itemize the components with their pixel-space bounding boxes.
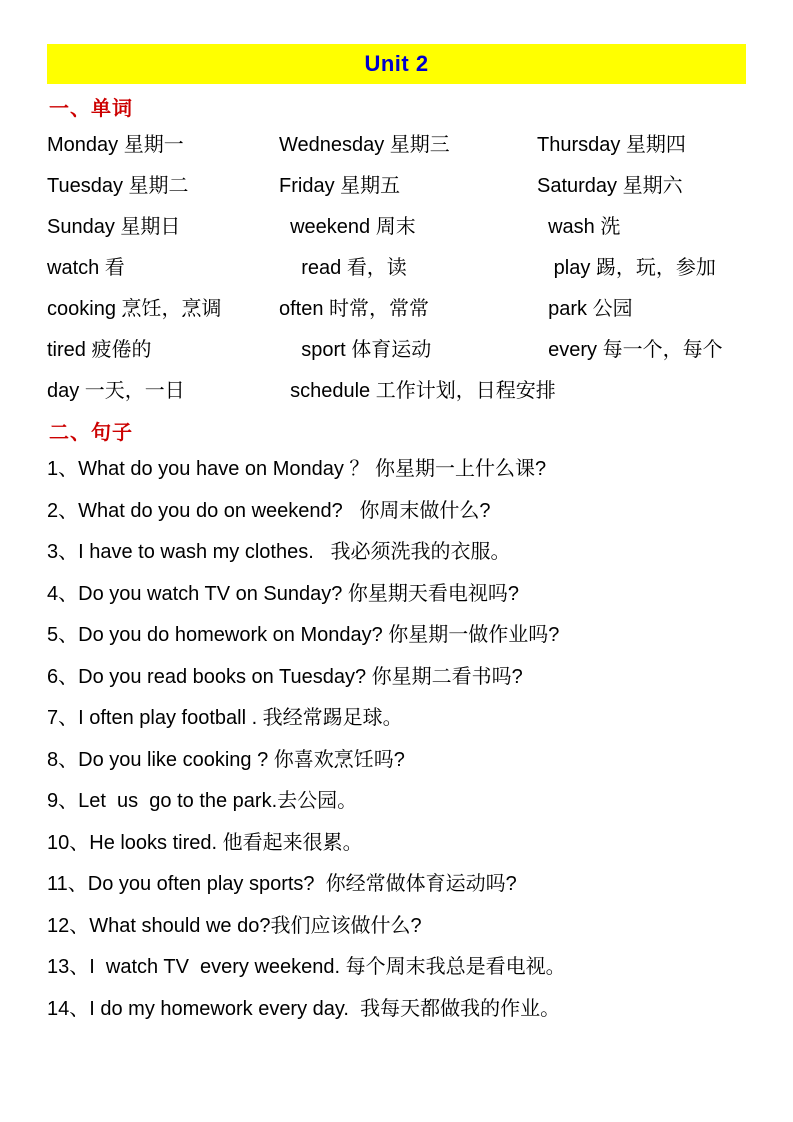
sentence-item: 2、What do you do on weekend? 你周末做什么?	[47, 499, 491, 522]
sentence-item: 11、Do you often play sports? 你经常做体育运动吗?	[47, 873, 517, 895]
vocabulary-entry: read 看，读	[279, 257, 407, 279]
vocabulary-row	[47, 248, 746, 289]
vocabulary-row	[47, 330, 746, 371]
vocabulary-entry: Tuesday 星期二	[47, 175, 189, 197]
vocabulary-entry: Saturday 星期六	[537, 175, 683, 197]
vocabulary-entry: Wednesday 星期三	[279, 134, 450, 156]
vocabulary-entry: sport 体育运动	[279, 339, 432, 361]
sentence-item: 14、I do my homework every day. 我每天都做我的作业。	[47, 997, 561, 1020]
vocabulary-entry: park 公园	[537, 298, 633, 320]
sentence-item: 4、Do you watch TV on Sunday? 你星期天看电视吗?	[47, 582, 520, 605]
vocabulary-row	[47, 207, 746, 248]
section-heading-vocabulary: 一、单词	[49, 98, 133, 120]
vocabulary-entry: Friday 星期五	[279, 175, 401, 197]
sentence-item: 1、What do you have on Monday ？ 你星期一上什么课?	[47, 458, 547, 480]
sentence-item: 7、I often play football . 我经常踢足球。	[47, 707, 403, 729]
vocabulary-entry: tired 疲倦的	[47, 339, 152, 361]
sentence-item: 6、Do you read books on Tuesday? 你星期二看书吗?	[47, 665, 523, 688]
vocabulary-entry: wash 洗	[537, 216, 621, 238]
sentence-item: 13、I watch TV every weekend. 每个周末我总是看电视。	[47, 956, 566, 978]
sentence-item: 10、He looks tired. 他看起来很累。	[47, 831, 363, 854]
sentence-item: 9、Let us go to the park.去公园。	[47, 790, 358, 812]
vocabulary-row	[47, 289, 746, 330]
vocabulary-entry: schedule 工作计划，日程安排	[279, 380, 556, 402]
vocabulary-entry: cooking 烹饪，烹调	[47, 298, 222, 320]
sentence-item: 12、What should we do?我们应该做什么?	[47, 914, 422, 937]
sentence-list	[47, 449, 746, 1030]
section-heading-sentences: 二、句子	[49, 422, 133, 444]
sentence-item: 3、I have to wash my clothes. 我必须洗我的衣服。	[47, 541, 511, 563]
sentence-item: 5、Do you do homework on Monday? 你星期一做作业吗?	[47, 624, 560, 646]
unit-title-banner	[47, 44, 746, 84]
vocabulary-entry: often 时常，常常	[279, 298, 430, 320]
vocabulary-entry: Monday 星期一	[47, 134, 184, 156]
vocabulary-row	[47, 125, 746, 166]
vocabulary-entry: every 每一个，每个	[537, 339, 723, 361]
vocabulary-entry: Thursday 星期四	[537, 134, 686, 156]
vocabulary-entry: Sunday 星期日	[47, 216, 181, 238]
vocabulary-row	[47, 371, 746, 412]
vocabulary-list	[47, 125, 746, 412]
vocabulary-entry: weekend 周末	[279, 216, 416, 238]
page-title: Unit 2	[364, 51, 429, 76]
vocabulary-entry: day 一天，一日	[47, 380, 185, 402]
vocabulary-entry: play 踢，玩，参加	[537, 257, 716, 279]
vocabulary-row	[47, 166, 746, 207]
vocabulary-entry: watch 看	[47, 257, 125, 279]
sentence-item: 8、Do you like cooking ? 你喜欢烹饪吗?	[47, 748, 405, 771]
